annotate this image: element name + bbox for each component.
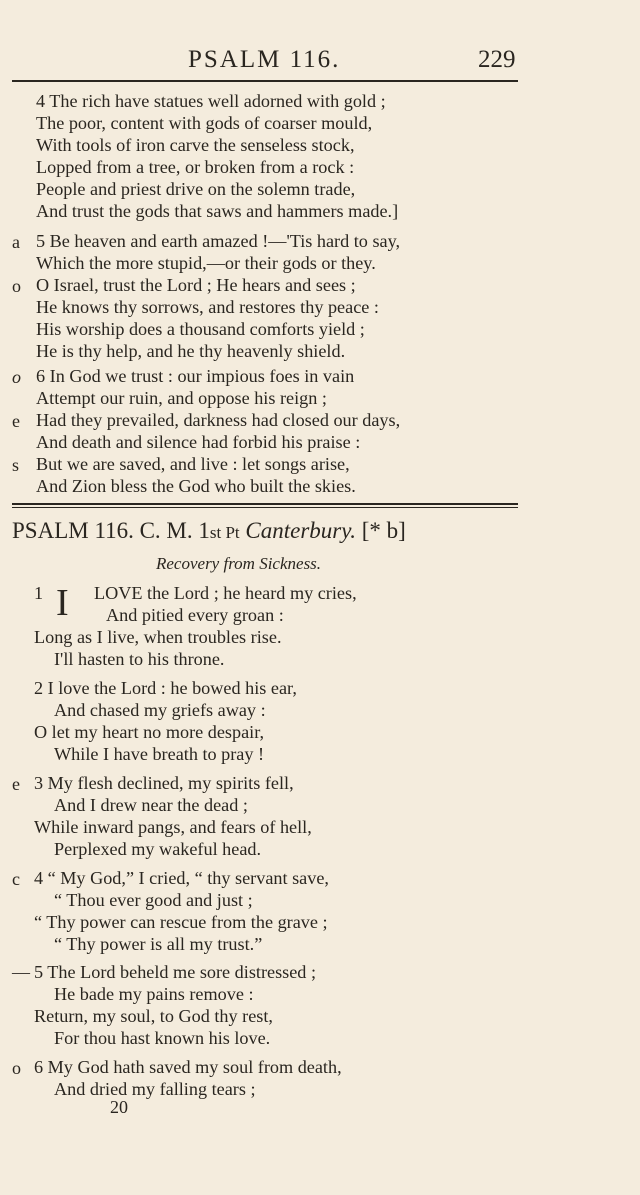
verse-line: O let my heart no more despair, xyxy=(34,722,265,742)
verse-line: Had they prevailed, darkness had closed our days, xyxy=(36,410,401,430)
part-number: 1 xyxy=(198,518,210,543)
drop-cap: I xyxy=(56,582,69,624)
verse-line: Attempt our ruin, and oppose his reign ; xyxy=(36,388,327,408)
verse-line: He knows thy sorrows, and restores thy peace : xyxy=(36,297,379,317)
verse-line: 6 My God hath saved my soul from death, xyxy=(34,1057,342,1077)
verse-line: While inward pangs, and fears of hell, xyxy=(34,817,312,837)
verse-line: 5 The Lord beheld me sore distressed ; xyxy=(34,962,317,982)
dynamic-mark: o xyxy=(12,367,21,387)
psalm-heading xyxy=(12,518,406,544)
verse-line: The poor, content with gods of coarser mould, xyxy=(36,113,373,133)
dynamic-mark: c xyxy=(12,869,20,889)
dynamic-mark: a xyxy=(12,232,20,252)
verse-line: Lopped from a tree, or broken from a rock : xyxy=(36,157,355,177)
header-rule xyxy=(12,80,518,82)
verse-line: For thou hast known his love. xyxy=(54,1028,271,1048)
verse-line: He is thy help, and he thy heavenly shield. xyxy=(36,341,346,361)
verse-line: He bade my pains remove : xyxy=(54,984,254,1004)
verse-line: But we are saved, and live : let songs arise, xyxy=(36,454,350,474)
verse-line: Return, my soul, to God thy rest, xyxy=(34,1006,273,1026)
dynamic-mark: o xyxy=(12,1058,21,1078)
verse-line: O Israel, trust the Lord ; He hears and sees ; xyxy=(36,275,356,295)
verse-line: LOVE the Lord ; he heard my cries, xyxy=(94,583,357,603)
dynamic-mark: e xyxy=(12,411,20,431)
verse-line: 3 My flesh declined, my spirits fell, xyxy=(34,773,294,793)
verse-line: “ Thy power is all my trust.” xyxy=(54,934,263,954)
verse-line: Long as I live, when troubles rise. xyxy=(34,627,282,647)
verse-line: And I drew near the dead ; xyxy=(54,795,248,815)
verse-line: And pitied every groan : xyxy=(106,605,284,625)
part-suffix: st Pt xyxy=(209,523,240,542)
verse-line: And Zion bless the God who built the skies. xyxy=(36,476,356,496)
section-rule xyxy=(12,503,518,505)
dynamic-mark: — xyxy=(12,962,30,982)
verse-line: Which the more stupid,—or their gods or they. xyxy=(36,253,376,273)
verse-line: 6 In God we trust : our impious foes in vain xyxy=(36,366,355,386)
verse-line: And death and silence had forbid his praise : xyxy=(36,432,361,452)
verse-line: People and priest drive on the solemn trade, xyxy=(36,179,356,199)
verse-line: And dried my falling tears ; xyxy=(54,1079,256,1099)
verse-line: While I have breath to pray ! xyxy=(54,744,265,764)
section-rule-thin xyxy=(12,507,518,508)
tune-name: Canterbury. xyxy=(245,518,356,543)
psalm-label: PSALM 116. C. M. xyxy=(12,518,193,543)
verse-line: With tools of iron carve the senseless stock, xyxy=(36,135,355,155)
verse-line: And chased my griefs away : xyxy=(54,700,266,720)
verse-number: 1 xyxy=(34,583,44,603)
verse-line: 2 I love the Lord : he bowed his ear, xyxy=(34,678,297,698)
psalm-subtitle: Recovery from Sickness. xyxy=(156,554,322,573)
verse-line: And trust the gods that saws and hammers made.] xyxy=(36,201,399,221)
signature-mark: 20 xyxy=(110,1097,128,1117)
verse-line: “ Thou ever good and just ; xyxy=(54,890,253,910)
dynamic-mark: o xyxy=(12,276,21,296)
verse-line: 5 Be heaven and earth amazed !—'Tis hard to say, xyxy=(36,231,401,251)
verse-line: His worship does a thousand comforts yield ; xyxy=(36,319,365,339)
verse-line: Perplexed my wakeful head. xyxy=(54,839,262,859)
running-head: PSALM 116. xyxy=(188,46,341,73)
tune-marker: [* b] xyxy=(361,518,406,543)
dynamic-mark: e xyxy=(12,774,20,794)
verse-line: I'll hasten to his throne. xyxy=(54,649,225,669)
verse-line: 4 The rich have statues well adorned with gold ; xyxy=(36,91,386,111)
page-number: 229 xyxy=(478,46,516,73)
verse-line: 4 “ My God,” I cried, “ thy servant save, xyxy=(34,868,329,888)
verse-line: “ Thy power can rescue from the grave ; xyxy=(34,912,328,932)
dynamic-mark: s xyxy=(12,455,20,475)
